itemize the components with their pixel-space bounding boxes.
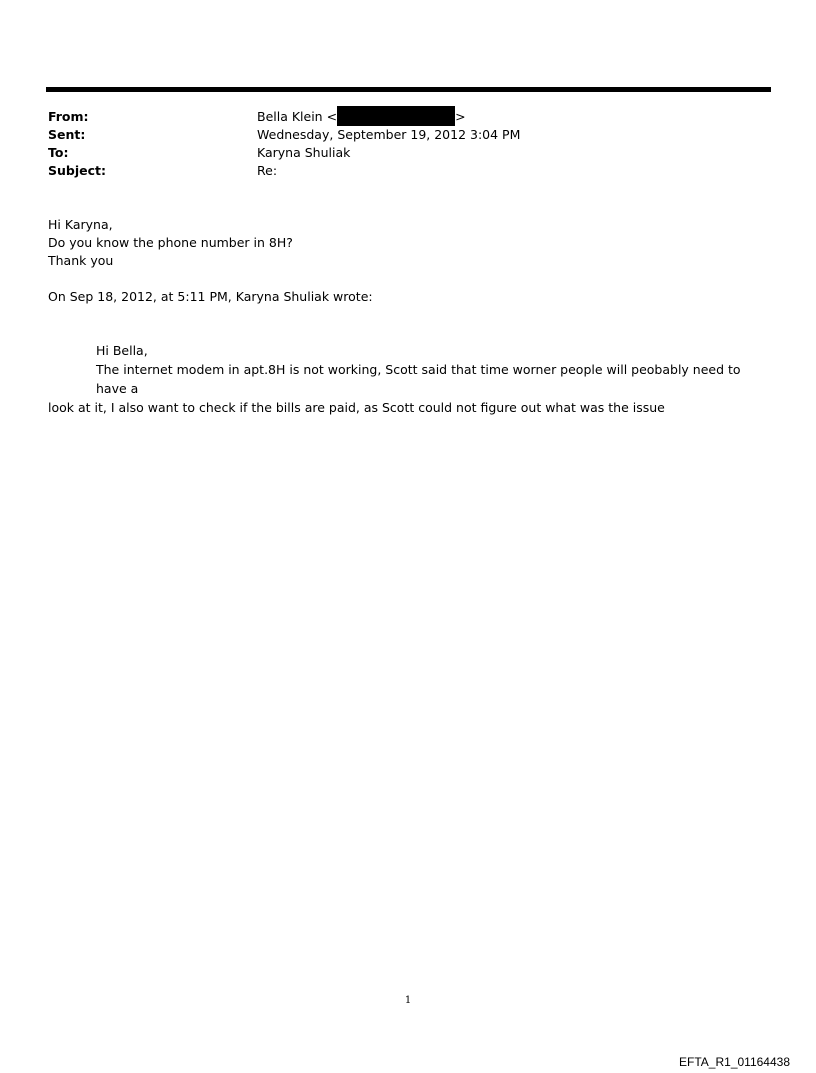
reply-question: Do you know the phone number in 8H? xyxy=(48,235,293,250)
sent-label: Sent: xyxy=(48,127,86,142)
quoted-message xyxy=(48,341,766,417)
subject-label: Subject: xyxy=(48,163,106,178)
from-label: From: xyxy=(48,109,89,124)
to-row xyxy=(48,144,768,162)
redacted-email-block xyxy=(337,106,455,126)
quoted-paragraph-line2: look at it, I also want to check if the bills are paid, as Scott could not figure out what was the issue xyxy=(48,400,665,415)
to-value: Karyna Shuliak xyxy=(257,145,351,160)
document-id: EFTA_R1_01164438 xyxy=(679,1055,790,1069)
sender-email-close: > xyxy=(455,109,466,124)
sent-row xyxy=(48,126,768,144)
from-row xyxy=(48,108,768,126)
quote-attribution: On Sep 18, 2012, at 5:11 PM, Karyna Shuliak wrote: xyxy=(48,289,373,304)
sent-value: Wednesday, September 19, 2012 3:04 PM xyxy=(257,127,521,142)
reply-body xyxy=(48,216,768,270)
reply-signoff: Thank you xyxy=(48,253,114,268)
page-number: 1 xyxy=(404,995,412,1006)
email-header xyxy=(48,108,768,180)
subject-value: Re: xyxy=(257,163,278,178)
quoted-paragraph-line1: The internet modem in apt.8H is not working, Scott said that time worner people will peobably need to have a xyxy=(96,362,741,396)
to-label: To: xyxy=(48,145,69,160)
quoted-greeting: Hi Bella, xyxy=(96,343,148,358)
header-divider-rule xyxy=(46,87,771,92)
subject-row xyxy=(48,162,768,180)
reply-greeting: Hi Karyna, xyxy=(48,217,113,232)
from-value xyxy=(257,108,466,126)
sender-name: Bella Klein < xyxy=(257,109,338,124)
